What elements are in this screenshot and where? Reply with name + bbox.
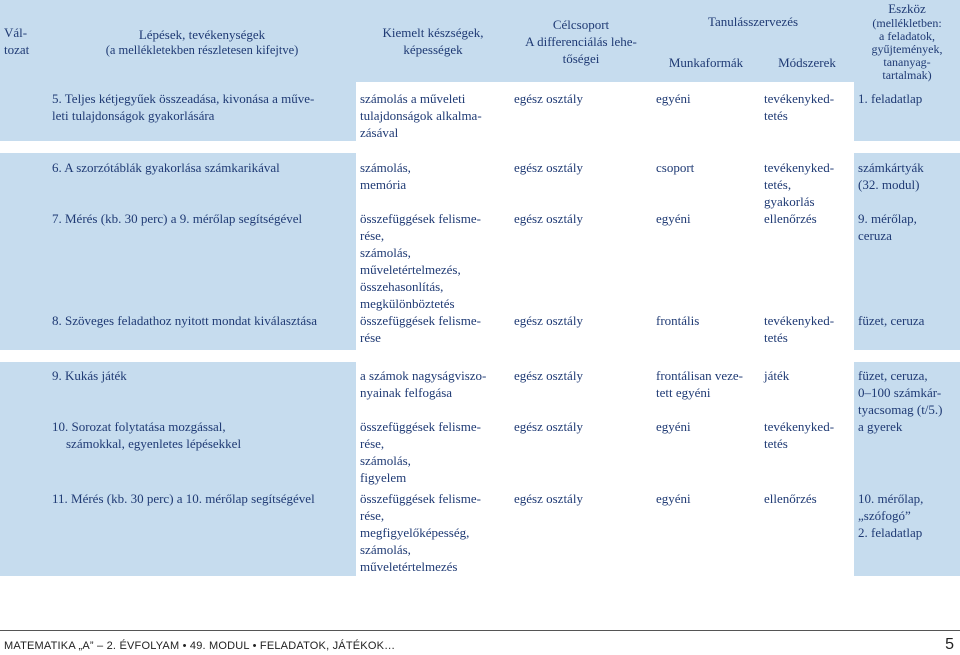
skills-cell: számolás, memória (360, 160, 411, 192)
target-cell: egész osztály (514, 368, 583, 383)
header-target-group: Célcsoport A differenciálás lehe- tőségei (510, 0, 652, 82)
header-tools: Eszköz (mellékletben: a feladatok, gyűjtemények, tananyag- tartalmak) (854, 0, 960, 82)
target-cell: egész osztály (514, 91, 583, 106)
step-cell: 6. A szorzótáblák gyakorlása számkarikával (48, 153, 356, 210)
header-organization: Tanulásszervezés (652, 0, 854, 42)
target-cell: egész osztály (514, 419, 583, 434)
form-cell: egyéni (656, 211, 691, 226)
header-methods: Módszerek (760, 42, 854, 82)
table-row (0, 82, 960, 141)
method-cell: tevékenyked- tetés (764, 313, 835, 345)
header-variant: Vál- tozat (0, 0, 48, 82)
tool-cell: füzet, ceruza, 0–100 számkár- tyacsomag (t/5.) (854, 362, 960, 418)
target-cell: egész osztály (514, 160, 583, 175)
tool-cell: 1. feladatlap (854, 82, 960, 141)
page-number: 5 (945, 636, 954, 653)
footer-title: MATEMATIKA „A” – 2. ÉVFOLYAM • 49. MODUL • FELADATOK, JÁTÉKOK… (4, 640, 396, 652)
header-skills: Kiemelt készségek, képességek (356, 0, 510, 82)
target-cell: egész osztály (514, 211, 583, 226)
skills-cell: összefüggések felisme- rése, számolás, figyelem (360, 419, 481, 485)
method-cell: tevékenyked- tetés, gyakorlás (764, 160, 835, 209)
form-cell: egyéni (656, 91, 691, 106)
skills-cell: a számok nagyságviszo- nyainak felfogása (360, 368, 487, 400)
form-cell: egyéni (656, 419, 691, 434)
form-cell: frontális (656, 313, 700, 328)
header-steps: Lépések, tevékenységek (a mellékletekben részletesen kifejtve) (48, 0, 356, 82)
form-cell: csoport (656, 160, 695, 175)
footer-divider (0, 630, 960, 631)
method-cell: ellenőrzés (764, 211, 817, 226)
step-cell: 7. Mérés (kb. 30 perc) a 9. mérőlap segítségével (48, 210, 356, 312)
tool-cell: füzet, ceruza (854, 312, 960, 350)
table-row (0, 210, 960, 312)
table-row (0, 153, 960, 210)
tool-cell: 9. mérőlap, ceruza (854, 210, 960, 312)
step-cell: 9. Kukás játék (48, 362, 356, 418)
tool-cell: a gyerek (854, 418, 960, 490)
table-row (0, 490, 960, 576)
table-row (0, 312, 960, 350)
method-cell: ellenőrzés (764, 491, 817, 506)
skills-cell: összefüggések felisme- rése (360, 313, 481, 345)
form-cell: egyéni (656, 491, 691, 506)
table-row (0, 362, 960, 418)
skills-cell: számolás a műveleti tulajdonságok alkalma- zásával (360, 91, 482, 140)
skills-cell: összefüggések felisme- rése, megfigyelőképesség, számolás, műveletértelmezés (360, 491, 481, 574)
tool-cell: számkártyák (32. modul) (854, 153, 960, 210)
target-cell: egész osztály (514, 313, 583, 328)
header-work-forms: Munkaformák (652, 42, 760, 82)
step-cell: 8. Szöveges feladathoz nyitott mondat kiválasztása (48, 312, 356, 350)
skills-cell: összefüggések felisme- rése, számolás, műveletértelmezés, összehasonlítás, megkülönböztetés (360, 211, 481, 311)
table-row (0, 418, 960, 490)
page-footer (0, 630, 960, 655)
method-cell: játék (764, 368, 790, 383)
tool-cell: 10. mérőlap, „szófogó” 2. feladatlap (854, 490, 960, 576)
step-cell: 5. Teljes kétjegyűek összeadása, kivonása a műve- leti tulajdonságok gyakorlására (48, 82, 356, 141)
step-cell: 11. Mérés (kb. 30 perc) a 10. mérőlap segítségével (48, 490, 356, 576)
target-cell: egész osztály (514, 491, 583, 506)
form-cell: frontálisan veze- tett egyéni (656, 368, 743, 400)
step-cell: 10. Sorozat folytatása mozgással, számokkal, egyenletes lépésekkel (48, 418, 356, 490)
method-cell: tevékenyked- tetés (764, 419, 835, 451)
method-cell: tevékenyked- tetés (764, 91, 835, 123)
